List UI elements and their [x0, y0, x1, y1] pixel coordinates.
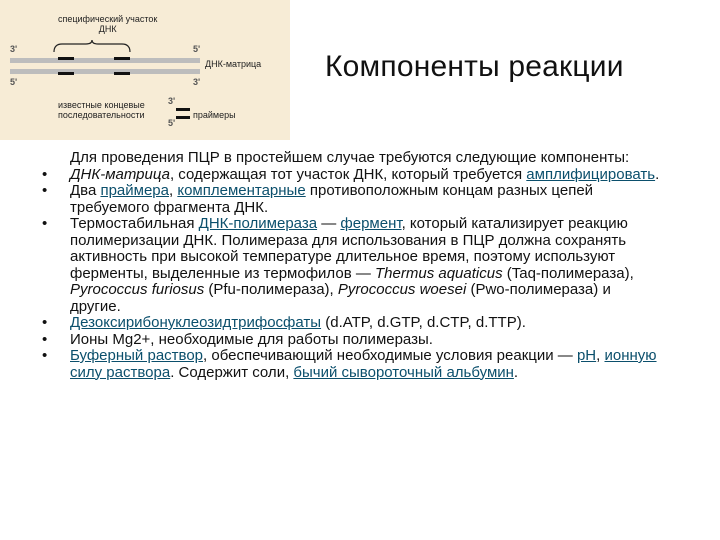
text-run: —: [317, 215, 341, 232]
text-run: Термостабильная: [70, 215, 199, 232]
diagram-label-primers: праймеры: [193, 110, 236, 120]
list-item: [42, 315, 662, 332]
term-link[interactable]: ДНК-полимераза: [198, 215, 318, 232]
text-run: (Pfu-полимераза),: [204, 281, 338, 298]
italic-text: Thermus aquaticus: [375, 264, 503, 282]
text-run: (d.ATP, d.GTP, d.CTP, d.TTP).: [321, 314, 526, 331]
content-body: [42, 150, 662, 381]
bullet-icon: •: [42, 347, 48, 364]
text-run: , содержащая тот участок ДНК, который требуется: [169, 165, 527, 183]
primer-top-left: [58, 57, 74, 60]
page-title: Компоненты реакции: [325, 50, 624, 83]
text-run: , обеспечивающий необходимые условия реакции —: [203, 347, 577, 364]
text-run: противоположным концам разных цепей требуемого фрагмента ДНК.: [70, 182, 594, 216]
text-run: ,: [169, 182, 178, 199]
term-link[interactable]: pH: [576, 347, 597, 364]
primer-legend-top: [176, 108, 190, 111]
italic-text: Pyrococcus furiosus: [70, 281, 205, 298]
end-5-right: 5': [193, 44, 201, 54]
list-item: [42, 348, 662, 381]
end-3-right: 3': [193, 77, 201, 87]
term-link[interactable]: амплифицировать: [526, 165, 656, 183]
term-link[interactable]: Дезоксирибонуклеозидтрифосфаты: [70, 314, 322, 331]
end-3-left: 3': [10, 44, 18, 54]
italic-text: ДНК-матрица: [70, 165, 170, 183]
term-link[interactable]: комплементарные: [177, 182, 306, 199]
italic-text: Pyrococcus woesei: [337, 281, 467, 298]
bullet-icon: •: [42, 215, 48, 232]
term-link[interactable]: фермент: [340, 215, 402, 232]
text-run: ,: [596, 347, 605, 364]
text-run: (Pwo-полимераза) и другие.: [70, 281, 611, 315]
end-3-primer: 3': [168, 96, 176, 106]
text-run: (Taq-полимераза),: [502, 264, 634, 282]
diagram-label-specific-region: специфический участок ДНК: [58, 14, 158, 34]
list-item: [42, 167, 662, 184]
dna-strand-bottom: [10, 69, 200, 74]
text-run: . Содержит соли,: [170, 363, 294, 381]
end-5-left: 5': [10, 77, 18, 87]
term-link[interactable]: бычий сывороточный альбумин: [293, 363, 514, 381]
bullet-icon: •: [42, 330, 48, 348]
diagram-label-template: ДНК-матрица: [205, 59, 262, 69]
dna-strand-top: [10, 58, 200, 63]
list-item: [42, 183, 662, 216]
bullet-icon: •: [42, 182, 48, 199]
text-run: , который катализирует реакцию полимеризации ДНК. Полимераза для использования в ПЦР должна сохранять активность при высокой температуре длительное время, поэтому используют ферменты, выделенные из термофилов —: [70, 215, 628, 282]
term-link[interactable]: ионную силу раствора: [70, 347, 657, 381]
end-5-primer: 5': [168, 118, 176, 128]
text-run: .: [513, 363, 519, 381]
text-run: Два: [70, 182, 101, 199]
text-run: Ионы Mg2+, необходимые для работы полимеразы.: [70, 330, 433, 348]
bullet-icon: •: [42, 314, 48, 331]
brace-icon: [52, 40, 132, 54]
intro-text: Для проведения ПЦР в простейшем случае требуются следующие компоненты:: [70, 149, 630, 166]
text-run: .: [655, 165, 660, 183]
primer-top-right: [114, 57, 130, 60]
primer-bottom-right: [114, 72, 130, 75]
diagram-label-ends: известные концевые последовательности: [58, 100, 145, 120]
term-link[interactable]: Буферный раствор: [70, 347, 204, 364]
bullet-icon: •: [42, 165, 48, 183]
components-list: [42, 167, 662, 382]
list-item: [42, 332, 662, 349]
list-item: [42, 216, 662, 315]
primer-legend-bottom: [176, 116, 190, 119]
term-link[interactable]: праймера: [100, 182, 169, 199]
primer-bottom-left: [58, 72, 74, 75]
pcr-diagram: [0, 0, 290, 140]
